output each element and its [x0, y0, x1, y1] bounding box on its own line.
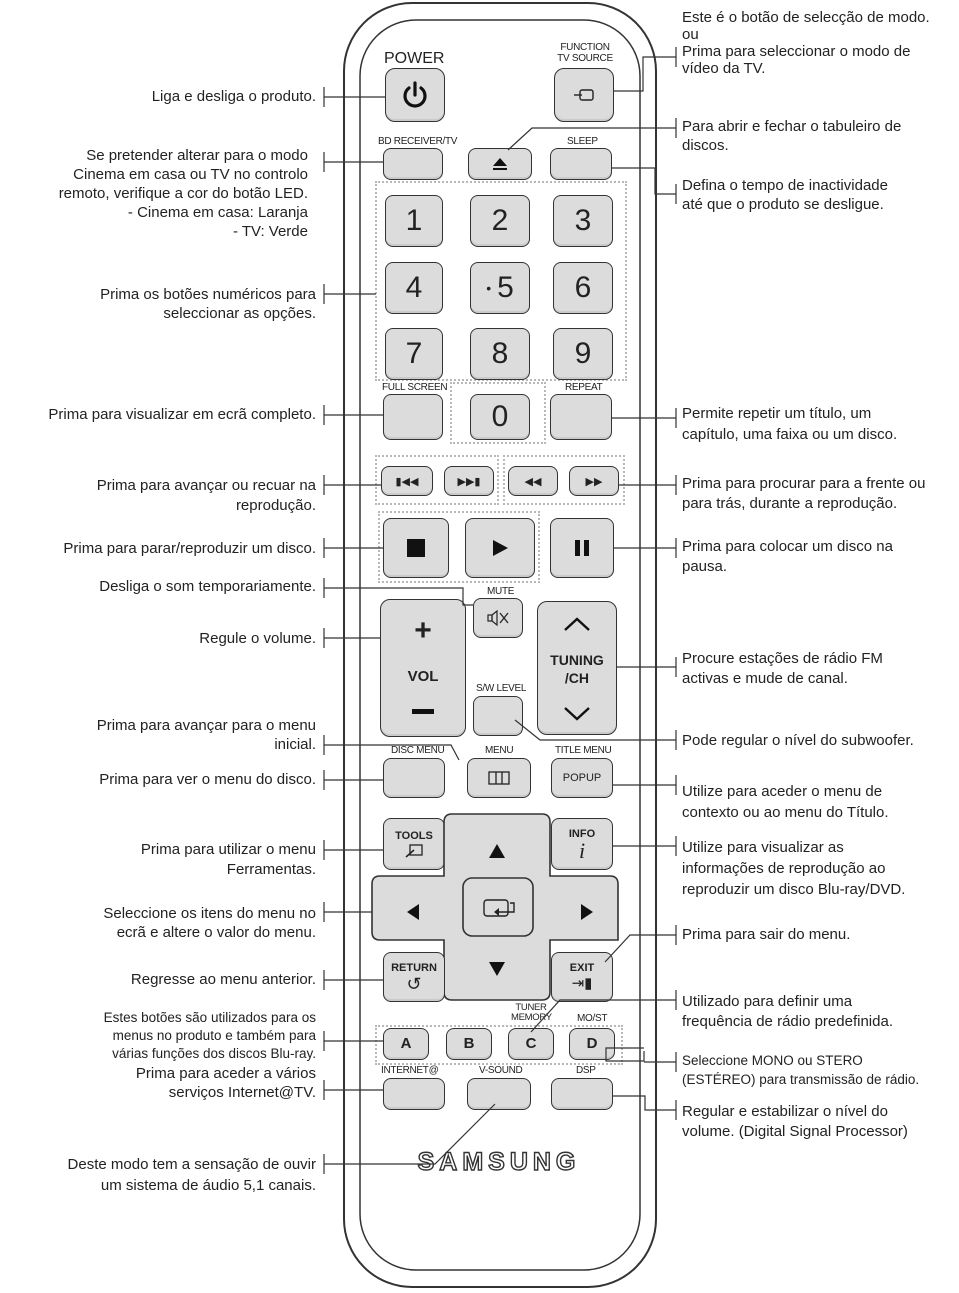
annotation-disc-menu: Prima para ver o menu do disco. — [99, 771, 316, 788]
repeat-label: REPEAT — [565, 382, 603, 393]
annotation-pause: Prima para colocar um disco na pausa. — [682, 538, 893, 575]
number-8-button[interactable]: 8 — [470, 328, 530, 380]
exit-label: EXIT — [569, 962, 595, 974]
number-9-button[interactable]: 9 — [553, 328, 613, 380]
number-4-button[interactable]: 4 — [385, 262, 443, 314]
tactile-dot-icon: • — [486, 280, 492, 296]
c-button[interactable]: C — [508, 1028, 554, 1060]
function-label: FUNCTION TV SOURCE — [557, 42, 613, 64]
annotation-menu: Prima para avançar para o menu inicial. — [96, 717, 316, 753]
tuning-label: TUNING /CH — [550, 652, 604, 686]
title-menu-label: TITLE MENU — [555, 745, 612, 756]
annotation-color-buttons: Estes botões são utilizados para os menus no produto e também para várias funções dos discos Blu-ray. — [103, 1010, 316, 1061]
mo-st-label: MO/ST — [577, 1013, 608, 1024]
annotation-numbers: Prima os botões numéricos para seleccionar as opções. — [100, 286, 316, 322]
samsung-logo: SAMSUNG — [417, 1148, 581, 1176]
annotation-tools: Prima para utilizar o menu Ferramentas. — [140, 841, 316, 878]
sw-level-label: S/W LEVEL — [476, 683, 527, 694]
annotation-bd-receiver: Se pretender alterar para o modo Cinema em casa ou TV no controlo remoto, verifique a cor do botão LED. - Cinema em casa: Laranja - TV: Verde — [58, 147, 308, 240]
annotation-full-screen: Prima para visualizar em ecrã completo. — [48, 406, 316, 423]
number-5-label: 5 — [497, 271, 514, 304]
menu-label: MENU — [485, 745, 514, 756]
annotation-search: Prima para procurar para a frente ou para trás, durante a reprodução. — [682, 475, 926, 512]
b-button[interactable]: B — [446, 1028, 492, 1060]
annotation-internet: Prima para aceder a vários serviços Internet@TV. — [135, 1065, 316, 1101]
volume-up-icon: + — [414, 614, 432, 647]
number-2-button[interactable]: 2 — [470, 195, 530, 247]
annotation-skip: Prima para avançar ou recuar na reprodução. — [96, 477, 316, 514]
annotation-v-sound: Deste modo tem a sensação de ouvir um sistema de áudio 5,1 canais. — [67, 1156, 316, 1194]
annotation-mo-st: Seleccione MONO ou STERO (ESTÉREO) para transmissão de rádio. — [682, 1053, 920, 1087]
sleep-label: SLEEP — [567, 136, 598, 147]
annotation-sw-level: Pode regular o nível do subwoofer. — [682, 732, 914, 749]
exit-icon: ⇥▮ — [571, 975, 593, 992]
annotation-stop-play: Prima para parar/reproduzir um disco. — [63, 540, 316, 557]
annotation-power: Liga e desliga o produto. — [151, 88, 316, 105]
a-button[interactable]: A — [383, 1028, 429, 1060]
tools-label: TOOLS — [395, 830, 433, 842]
vol-label: VOL — [407, 668, 439, 685]
annotation-dsp: Regular e estabilizar o nível do volume. (Digital Signal Processor) — [682, 1103, 908, 1140]
skip-back-icon: ▮◀◀ — [395, 475, 419, 488]
annotation-info: Utilize para visualizar as informações de reprodução ao reproduzir um disco Blu-ray/DVD. — [682, 839, 906, 898]
d-button[interactable]: D — [569, 1028, 615, 1060]
annotation-tuner-memory: Utilizado para definir uma frequência de rádio predefinida. — [682, 993, 893, 1030]
bd-receiver-label: BD RECEIVER/TV — [378, 136, 458, 147]
tuner-memory-label: TUNER MEMORY — [511, 1002, 552, 1023]
annotation-exit: Prima para sair do menu. — [682, 926, 851, 943]
info-label: INFO — [568, 828, 596, 840]
rewind-icon: ◀◀ — [524, 475, 542, 488]
mute-label: MUTE — [487, 586, 515, 597]
annotation-cursor: Seleccione os itens do menu no ecrã e altere o valor do menu. — [103, 905, 316, 941]
annotation-volume: Regule o volume. — [199, 630, 316, 647]
power-label: POWER — [384, 50, 445, 67]
skip-forward-icon: ▶▶▮ — [457, 475, 481, 488]
v-sound-label: V-SOUND — [479, 1065, 523, 1076]
annotation-repeat: Permite repetir um título, um capítulo, uma faixa ou um disco. — [682, 405, 898, 443]
number-0-button[interactable]: 0 — [470, 394, 530, 440]
disc-menu-label: DISC MENU — [391, 745, 445, 756]
internet-label: INTERNET@ — [381, 1065, 439, 1076]
number-1-button[interactable]: 1 — [385, 195, 443, 247]
number-6-button[interactable]: 6 — [553, 262, 613, 314]
number-7-button[interactable]: 7 — [385, 328, 443, 380]
number-3-button[interactable]: 3 — [553, 195, 613, 247]
annotation-sleep: Defina o tempo de inactividade até que o produto se desligue. — [682, 177, 888, 213]
annotation-popup: Utilize para aceder o menu de contexto ou ao menu do Título. — [682, 783, 889, 821]
return-label: RETURN — [391, 962, 437, 974]
fast-forward-icon: ▶▶ — [585, 475, 603, 488]
info-icon: i — [578, 838, 586, 863]
annotation-eject: Para abrir e fechar o tabuleiro de discos. — [682, 118, 902, 154]
popup-button[interactable]: POPUP — [551, 758, 613, 798]
annotation-tuning: Procure estações de rádio FM activas e mude de canal. — [682, 650, 883, 687]
return-icon: ↺ — [406, 974, 422, 994]
annotation-mute: Desliga o som temporariamente. — [99, 578, 316, 595]
annotation-function: Este é o botão de selecção de modo. ou Prima para seleccionar o modo de vídeo da TV. — [682, 9, 930, 77]
annotation-return: Regresse ao menu anterior. — [130, 971, 316, 988]
full-screen-label: FULL SCREEN — [382, 382, 448, 393]
dsp-label: DSP — [576, 1065, 596, 1076]
